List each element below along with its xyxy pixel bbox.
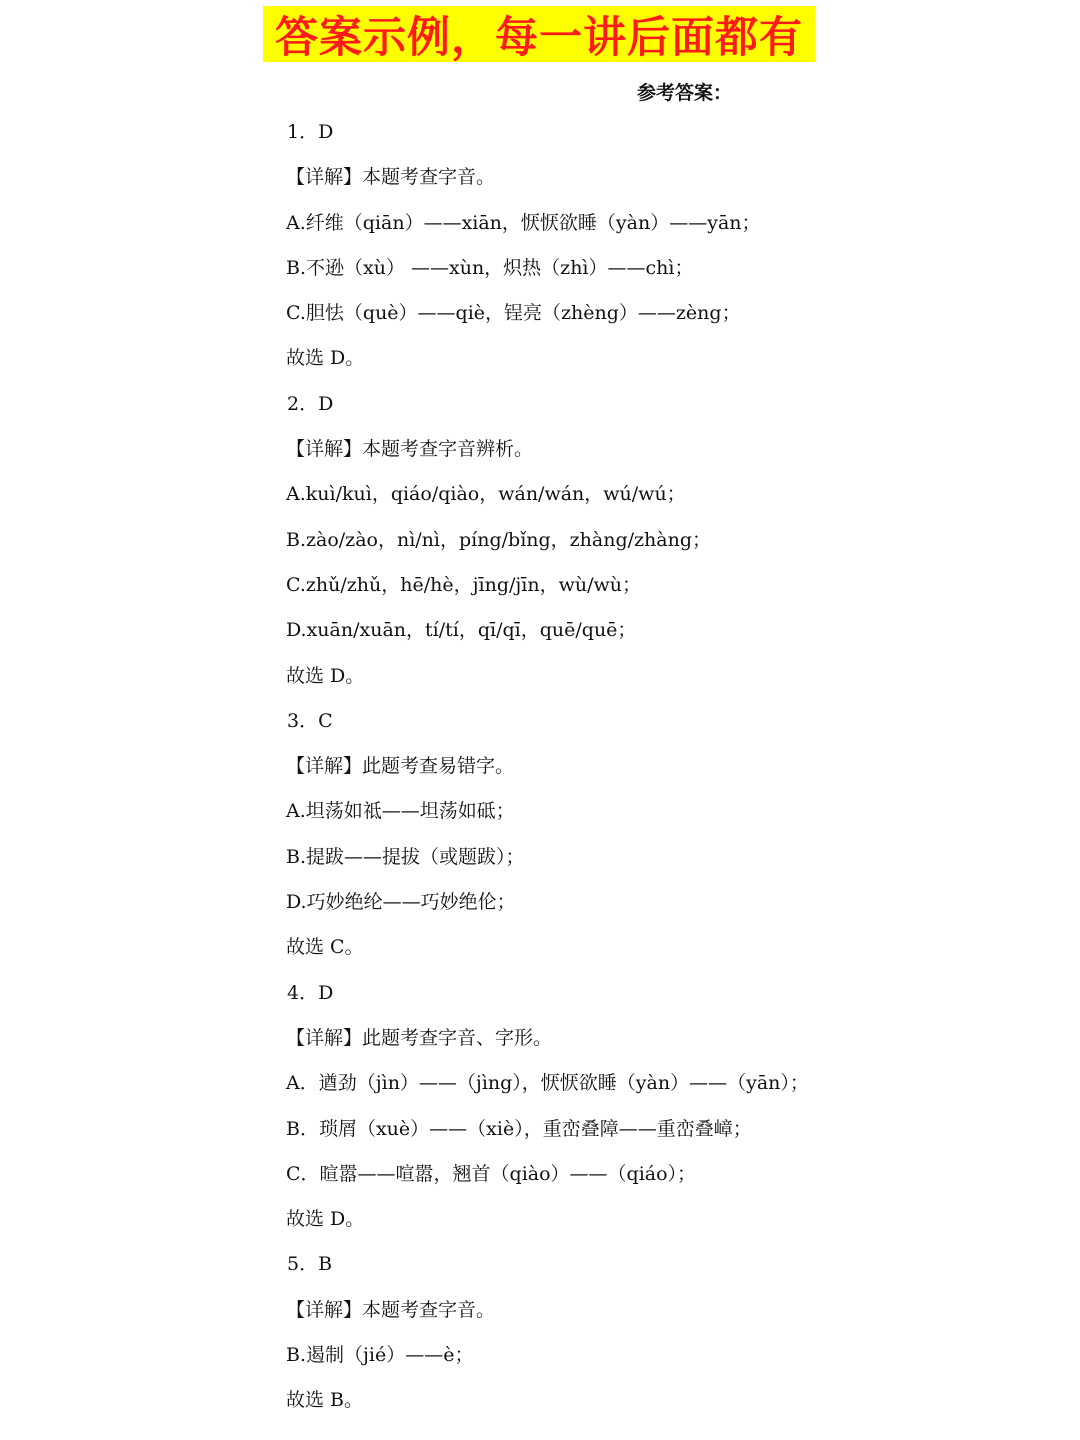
answer-number: 5．B: [287, 1253, 333, 1276]
option-line: B.不逊（xù） ——xùn，炽热（zhì）——chì；: [286, 256, 694, 279]
explanation-line: 【详解】本题考查字音。: [286, 1298, 496, 1321]
option-line: A.坦荡如祗——坦荡如砥；: [286, 800, 515, 823]
option-line: A．遒劲（jìn）——（jìng），恹恹欲睡（yàn）——（yān）；: [286, 1072, 809, 1095]
conclusion-line: 故选 C。: [286, 936, 364, 959]
banner-text: 答案示例，每一讲后面都有: [275, 12, 803, 62]
option-line: B.提跋——提拔（或题跋）；: [286, 845, 525, 868]
conclusion-line: 故选 D。: [286, 1208, 365, 1231]
option-line: D.xuān/xuān，tí/tí，qī/qī，quē/quē；: [286, 619, 637, 642]
option-line: B．琐屑（xuè）——（xiè），重峦叠障——重峦叠嶂；: [286, 1117, 752, 1140]
conclusion-line: 故选 B。: [286, 1389, 364, 1412]
option-line: C.zhǔ/zhǔ，hē/hè，jīng/jīn，wù/wù；: [286, 573, 642, 596]
option-line: C．暄嚣——喧嚣，翘首（qiào）——（qiáo）；: [286, 1162, 697, 1185]
option-line: B.zào/zào，nì/nì，píng/bǐng，zhàng/zhàng；: [286, 528, 712, 551]
answer-number: 4．D: [287, 981, 334, 1004]
explanation-line: 【详解】本题考查字音。: [286, 166, 496, 189]
option-line: A.纤维（qiān）——xiān，恹恹欲睡（yàn）——yān；: [286, 211, 761, 234]
reference-answers-heading: 参考答案：: [637, 82, 733, 104]
answer-content: [286, 110, 1056, 1424]
answer-number: 2．D: [287, 392, 334, 415]
title-banner: [263, 6, 815, 62]
option-line: C.胆怯（què）——qiè，锃亮（zhèng）——zèng；: [286, 302, 741, 325]
explanation-line: 【详解】本题考查字音辨析。: [286, 438, 534, 461]
option-line: A.kuì/kuì，qiáo/qiào，wán/wán，wú/wú；: [286, 483, 686, 506]
option-line: B.遏制（jié）——è；: [286, 1344, 474, 1367]
conclusion-line: 故选 D。: [286, 664, 365, 687]
answer-number: 3．C: [287, 709, 333, 732]
conclusion-line: 故选 D。: [286, 347, 365, 370]
option-line: D.巧妙绝纶——巧妙绝伦；: [286, 891, 516, 914]
explanation-line: 【详解】此题考查易错字。: [286, 755, 515, 778]
answer-number: 1．D: [287, 121, 334, 143]
explanation-line: 【详解】此题考查字音、字形。: [286, 1026, 553, 1049]
